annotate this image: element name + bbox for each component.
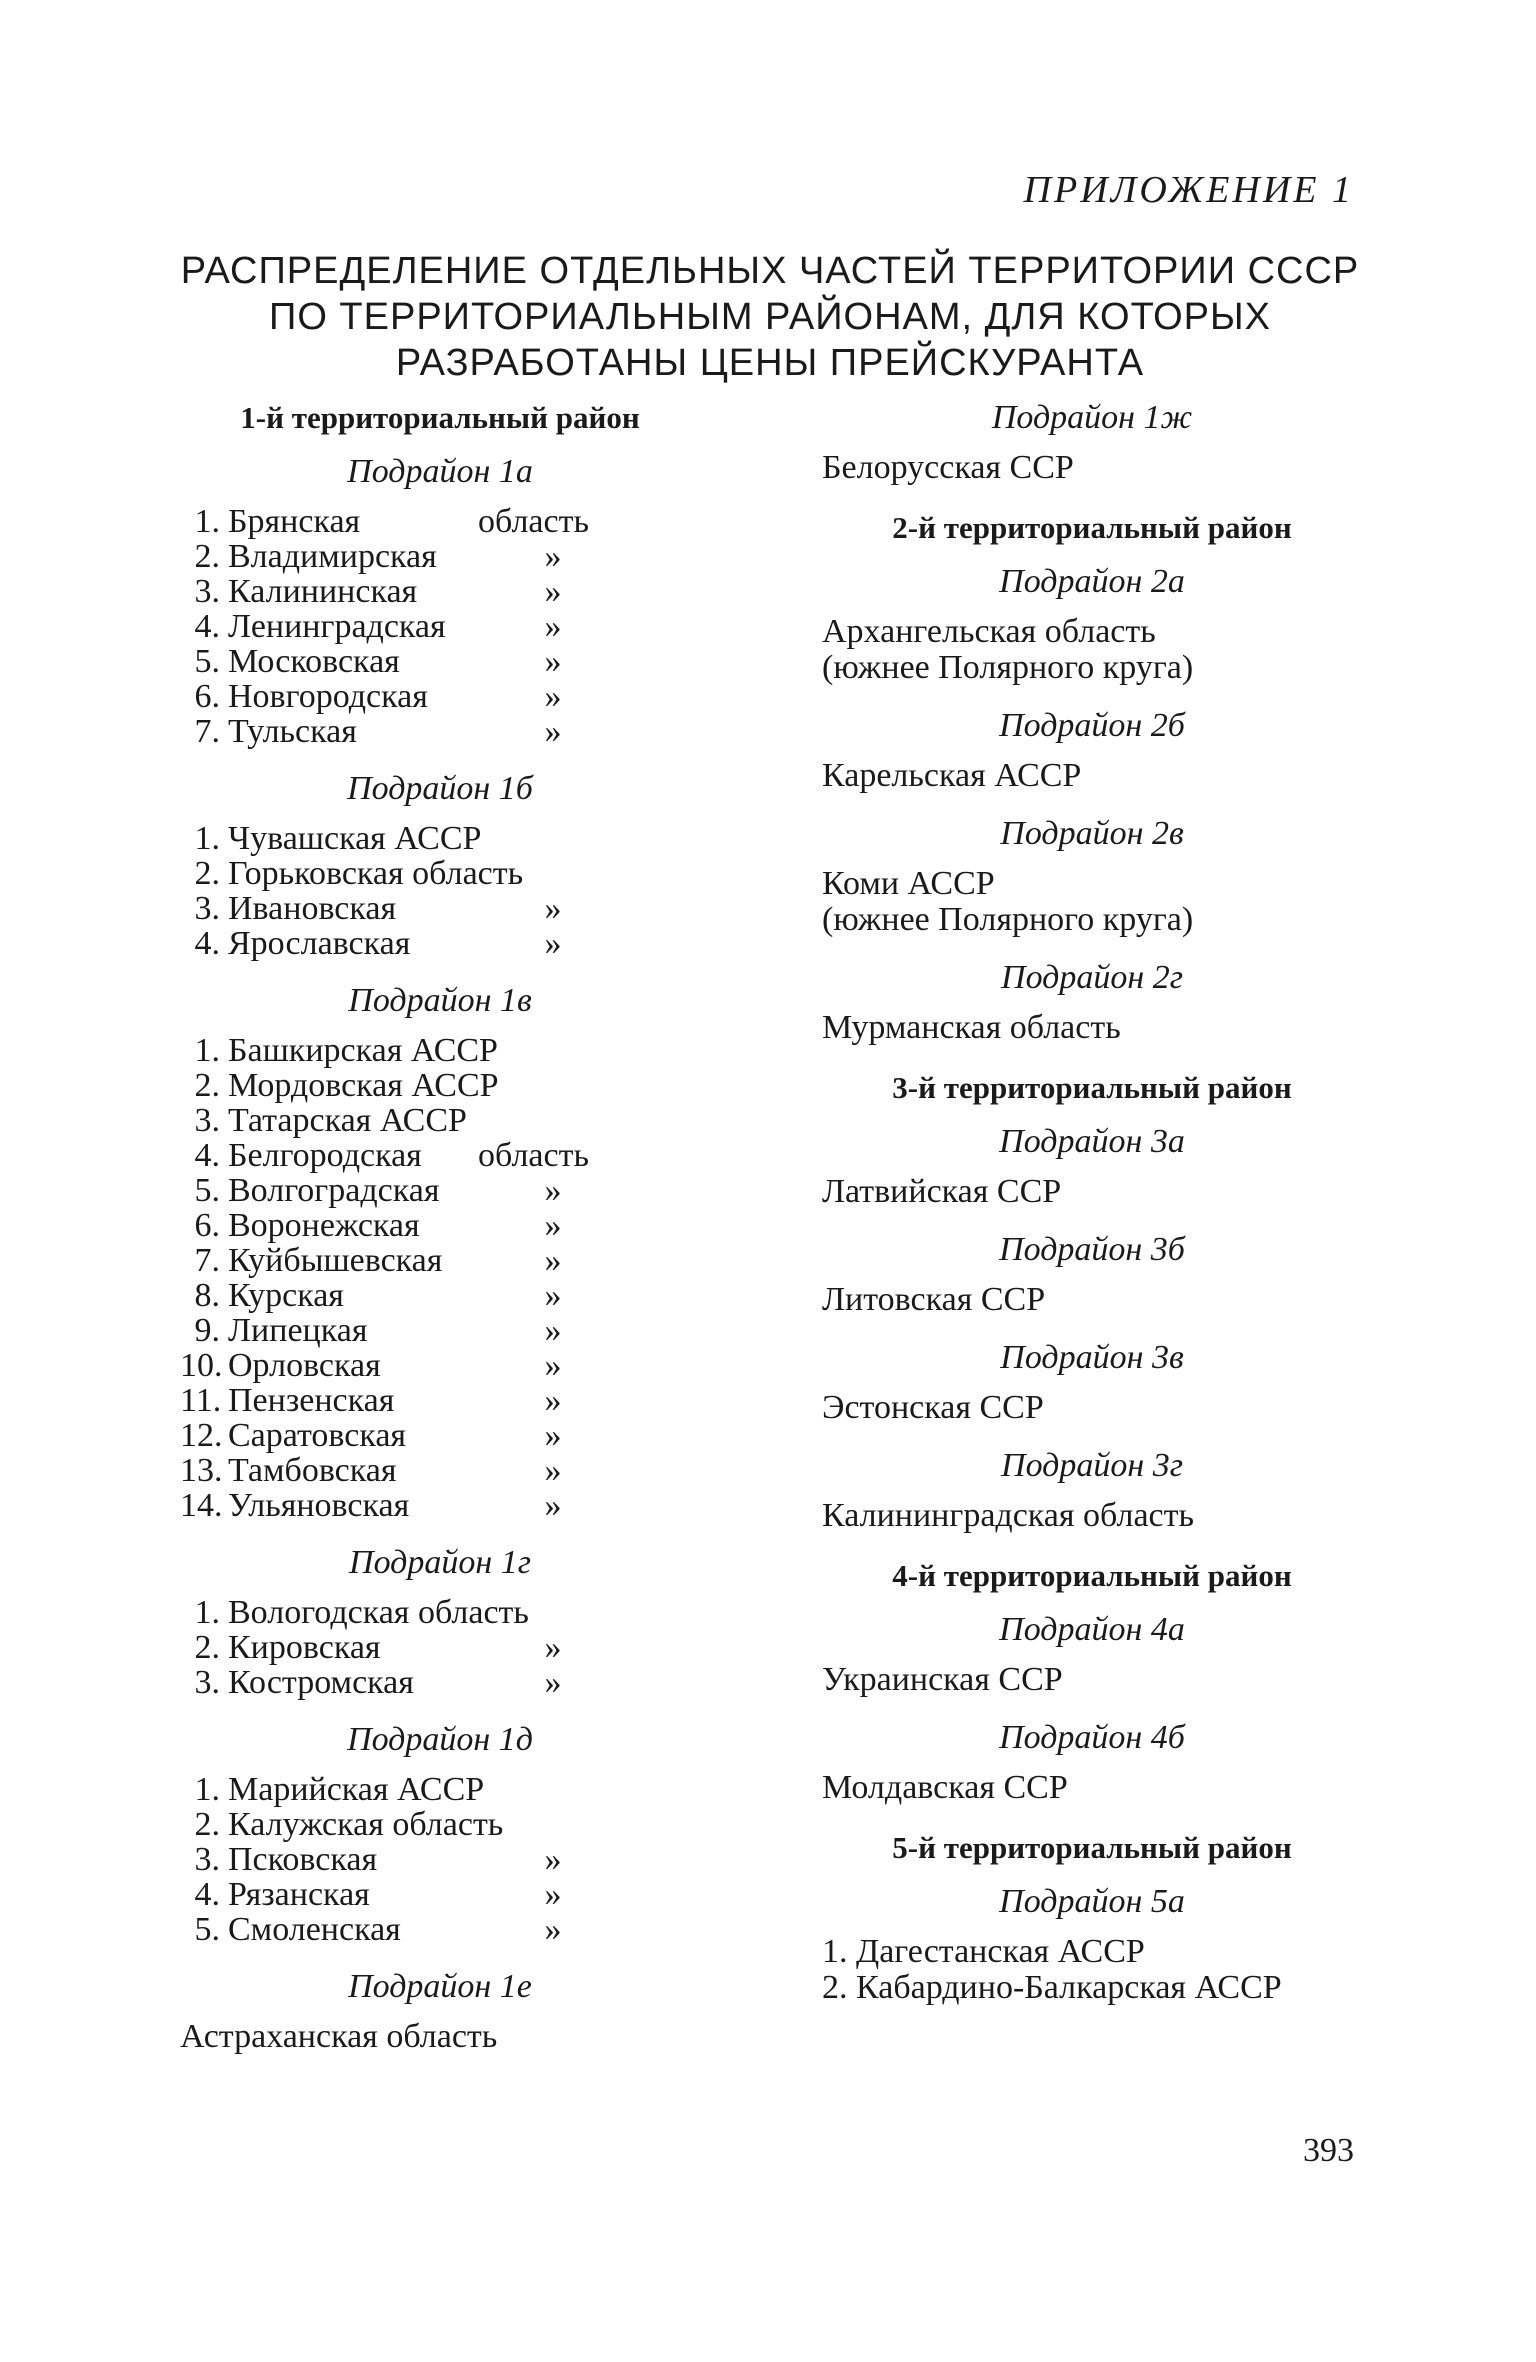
entry-name: Белгородская (228, 1137, 422, 1174)
entry-number: 2. (194, 1067, 220, 1104)
region-entry (180, 679, 700, 714)
region-entry (180, 891, 700, 926)
region-line: Коми АССР (822, 865, 995, 902)
region-line: Украинская ССР (822, 1661, 1063, 1698)
entry-text: Горьковская область (228, 855, 524, 892)
region-entry (180, 1842, 700, 1877)
entry-name: Калининская (228, 573, 418, 610)
region-entry (180, 1033, 700, 1068)
region-line: Архангельская область (822, 613, 1156, 650)
entry-name: Ярославская (228, 925, 411, 962)
region-entry (180, 504, 700, 539)
entry-number: 6. (194, 1207, 220, 1244)
subdistrict-heading-1g: Подрайон 1г (349, 1544, 531, 1581)
region-entry (180, 856, 700, 891)
ditto-mark: » (544, 1277, 562, 1314)
subdistrict-heading-2a: Подрайон 2а (999, 563, 1185, 600)
subdistrict-heading-3a: Подрайон 3а (999, 1123, 1185, 1160)
entry-name: Волгоградская (228, 1172, 440, 1209)
subdistrict-heading-1v: Подрайон 1в (348, 982, 532, 1019)
region-entry (180, 1278, 700, 1313)
ditto-mark: » (544, 573, 562, 610)
region-entry (180, 574, 700, 609)
region-line: Литовская ССР (822, 1281, 1046, 1318)
title-line: РАСПРЕДЕЛЕНИЕ ОТДЕЛЬНЫХ ЧАСТЕЙ ТЕРРИТОРИИ СССР (180, 250, 1360, 292)
entry-number: 4. (194, 1876, 220, 1913)
subdistrict-heading-2b: Подрайон 2б (999, 707, 1185, 744)
appendix-label: ПРИЛОЖЕНИЕ 1 (1023, 169, 1354, 211)
region-list-1v (180, 1033, 700, 1523)
entry-text: Мордовская АССР (228, 1067, 499, 1104)
subdistrict-heading-1e: Подрайон 1е (348, 1968, 532, 2005)
region-line: Белорусская ССР (822, 449, 1074, 486)
region-entry (180, 1068, 700, 1103)
region-entry (180, 1912, 700, 1947)
entry-name: Липецкая (228, 1312, 368, 1349)
region-entry (180, 1313, 700, 1348)
entry-name: Московская (228, 643, 400, 680)
region-entry (180, 1138, 700, 1173)
entry-number: 7. (194, 713, 220, 750)
ditto-mark: » (544, 890, 562, 927)
entry-number: 6. (194, 678, 220, 715)
ditto-mark: » (544, 1172, 562, 1209)
ditto-mark: » (544, 925, 562, 962)
ditto-mark: » (544, 1841, 562, 1878)
region-entry (180, 1453, 700, 1488)
district-heading-4: 4-й территориальный район (892, 1558, 1292, 1593)
entry-number: 14. (180, 1487, 223, 1524)
entry-name: Ульяновская (228, 1487, 410, 1524)
subdistrict-heading-1d: Подрайон 1д (347, 1721, 533, 1758)
ditto-mark: » (544, 1417, 562, 1454)
entry-text: Чувашская АССР (228, 820, 482, 857)
region-line: 1. Дагестанская АССР (822, 1933, 1145, 1970)
region-entry (180, 926, 700, 961)
ditto-mark: » (544, 1207, 562, 1244)
region-entry (180, 539, 700, 574)
region-entry (180, 644, 700, 679)
entry-name: Владимирская (228, 538, 437, 575)
entry-number: 10. (180, 1347, 223, 1384)
ditto-mark: » (544, 1382, 562, 1419)
entry-number: 11. (180, 1382, 222, 1419)
entry-number: 3. (194, 1841, 220, 1878)
region-entry (180, 821, 700, 856)
document-title (160, 248, 1380, 386)
subdistrict-heading-4a: Подрайон 4а (999, 1611, 1185, 1648)
region-entry (180, 1383, 700, 1418)
entry-number: 12. (180, 1417, 223, 1454)
region-line: (южнее Полярного круга) (822, 649, 1194, 686)
entry-number: 5. (194, 1172, 220, 1209)
region-entry (180, 1772, 700, 1807)
ditto-mark: » (544, 538, 562, 575)
ditto-mark: » (544, 1452, 562, 1489)
entry-number: 8. (194, 1277, 220, 1314)
region-line: Молдавская ССР (822, 1769, 1068, 1806)
entry-number: 3. (194, 890, 220, 927)
entry-name: Пензенская (228, 1382, 395, 1419)
entry-name: Саратовская (228, 1417, 407, 1454)
left-column (180, 398, 700, 2055)
district-heading-3: 3-й территориальный район (892, 1070, 1292, 1105)
entry-name: Орловская (228, 1347, 381, 1384)
entry-name: Тамбовская (228, 1452, 397, 1489)
region-line: 2. Кабардино-Балкарская АССР (822, 1969, 1282, 2006)
ditto-mark: » (544, 1876, 562, 1913)
ditto-mark: » (544, 608, 562, 645)
entry-number: 9. (194, 1312, 220, 1349)
subdistrict-heading-1a: Подрайон 1а (347, 453, 533, 490)
entry-suffix: область (478, 1137, 589, 1174)
entry-number: 4. (194, 1137, 220, 1174)
region-entry (180, 1173, 700, 1208)
entry-number: 3. (194, 1664, 220, 1701)
subdistrict-heading-4b: Подрайон 4б (999, 1719, 1185, 1756)
ditto-mark: » (544, 1629, 562, 1666)
entry-number: 7. (194, 1242, 220, 1279)
entry-number: 1. (194, 1594, 220, 1631)
ditto-mark: » (544, 1487, 562, 1524)
entry-number: 5. (194, 643, 220, 680)
region-entry (180, 1807, 700, 1842)
entry-text: Марийская АССР (228, 1771, 485, 1808)
subdistrict-heading-3g: Подрайон 3г (1001, 1447, 1183, 1484)
ditto-mark: » (544, 1664, 562, 1701)
entry-text: Вологодская область (228, 1594, 529, 1631)
entry-number: 1. (194, 820, 220, 857)
entry-name: Куйбышевская (228, 1242, 443, 1279)
region-entry (180, 1103, 700, 1138)
region-entry (180, 714, 700, 749)
ditto-mark: » (544, 678, 562, 715)
district-heading-2: 2-й территориальный район (892, 510, 1292, 545)
region-entry (180, 1348, 700, 1383)
right-column (822, 398, 1362, 2006)
entry-text: Башкирская АССР (228, 1032, 498, 1069)
region-entry (180, 1665, 700, 1700)
title-line: ПО ТЕРРИТОРИАЛЬНЫМ РАЙОНАМ, ДЛЯ КОТОРЫХ (269, 296, 1271, 338)
entry-name: Брянская (228, 503, 361, 540)
entry-number: 1. (194, 1032, 220, 1069)
region-entry (180, 1208, 700, 1243)
region-entry (180, 1877, 700, 1912)
entry-text: Татарская АССР (228, 1102, 467, 1139)
entry-number: 2. (194, 1629, 220, 1666)
entry-name: Псковская (228, 1841, 378, 1878)
region-entry (180, 1595, 700, 1630)
ditto-mark: » (544, 1312, 562, 1349)
entry-number: 2. (194, 538, 220, 575)
region-entry (180, 1243, 700, 1278)
subdistrict-heading-5a: Подрайон 5а (999, 1883, 1185, 1920)
entry-number: 2. (194, 855, 220, 892)
subdistrict-heading-1b: Подрайон 1б (347, 770, 533, 807)
entry-text: Калужская область (228, 1806, 504, 1843)
page-number: 393 (1303, 2132, 1354, 2169)
entry-name: Новгородская (228, 678, 428, 715)
ditto-mark: » (544, 643, 562, 680)
entry-suffix: область (478, 503, 589, 540)
entry-name: Рязанская (228, 1876, 370, 1913)
entry-name: Курская (228, 1277, 344, 1314)
entry-number: 1. (194, 1771, 220, 1808)
entry-name: Костромская (228, 1664, 414, 1701)
ditto-mark: » (544, 1347, 562, 1384)
subdistrict-heading-1zh: Подрайон 1ж (991, 399, 1193, 436)
region-list-1b (180, 821, 700, 961)
entry-name: Смоленская (228, 1911, 401, 1948)
ditto-mark: » (544, 1911, 562, 1948)
subdistrict-heading-2v: Подрайон 2в (1000, 815, 1184, 852)
entry-number: 4. (194, 608, 220, 645)
entry-number: 1. (194, 503, 220, 540)
subdistrict-heading-3b: Подрайон 3б (999, 1231, 1185, 1268)
ditto-mark: » (544, 1242, 562, 1279)
region-line: Эстонская ССР (822, 1389, 1044, 1426)
entry-number: 3. (194, 1102, 220, 1139)
region-list-1d (180, 1772, 700, 1947)
entry-name: Ленинградская (228, 608, 446, 645)
subdistrict-heading-2g: Подрайон 2г (1001, 959, 1183, 996)
region-entry (180, 1418, 700, 1453)
region-line: Карельская АССР (822, 757, 1082, 794)
entry-number: 13. (180, 1452, 223, 1489)
entry-number: 3. (194, 573, 220, 610)
entry-number: 2. (194, 1806, 220, 1843)
region-list-1a (180, 504, 700, 749)
district-heading-5: 5-й территориальный район (892, 1830, 1292, 1865)
title-line: РАЗРАБОТАНЫ ЦЕНЫ ПРЕЙСКУРАНТА (395, 342, 1145, 384)
region-entry (180, 609, 700, 644)
region-line: (южнее Полярного круга) (822, 901, 1194, 938)
region-line: Калининградская область (822, 1497, 1194, 1534)
entry-name: Тульская (228, 713, 357, 750)
entry-name: Воронежская (228, 1207, 420, 1244)
entry-name: Кировская (228, 1629, 381, 1666)
entry-name: Ивановская (228, 890, 397, 927)
region-1e: Астраханская область (180, 2018, 498, 2055)
district-heading-1: 1-й территориальный район (240, 400, 640, 435)
entry-number: 5. (194, 1911, 220, 1948)
ditto-mark: » (544, 713, 562, 750)
region-list-1g (180, 1595, 700, 1700)
region-line: Латвийская ССР (822, 1173, 1062, 1210)
region-entry (180, 1630, 700, 1665)
subdistrict-heading-3v: Подрайон 3в (1000, 1339, 1184, 1376)
entry-number: 4. (194, 925, 220, 962)
region-entry (180, 1488, 700, 1523)
region-line: Мурманская область (822, 1009, 1121, 1046)
